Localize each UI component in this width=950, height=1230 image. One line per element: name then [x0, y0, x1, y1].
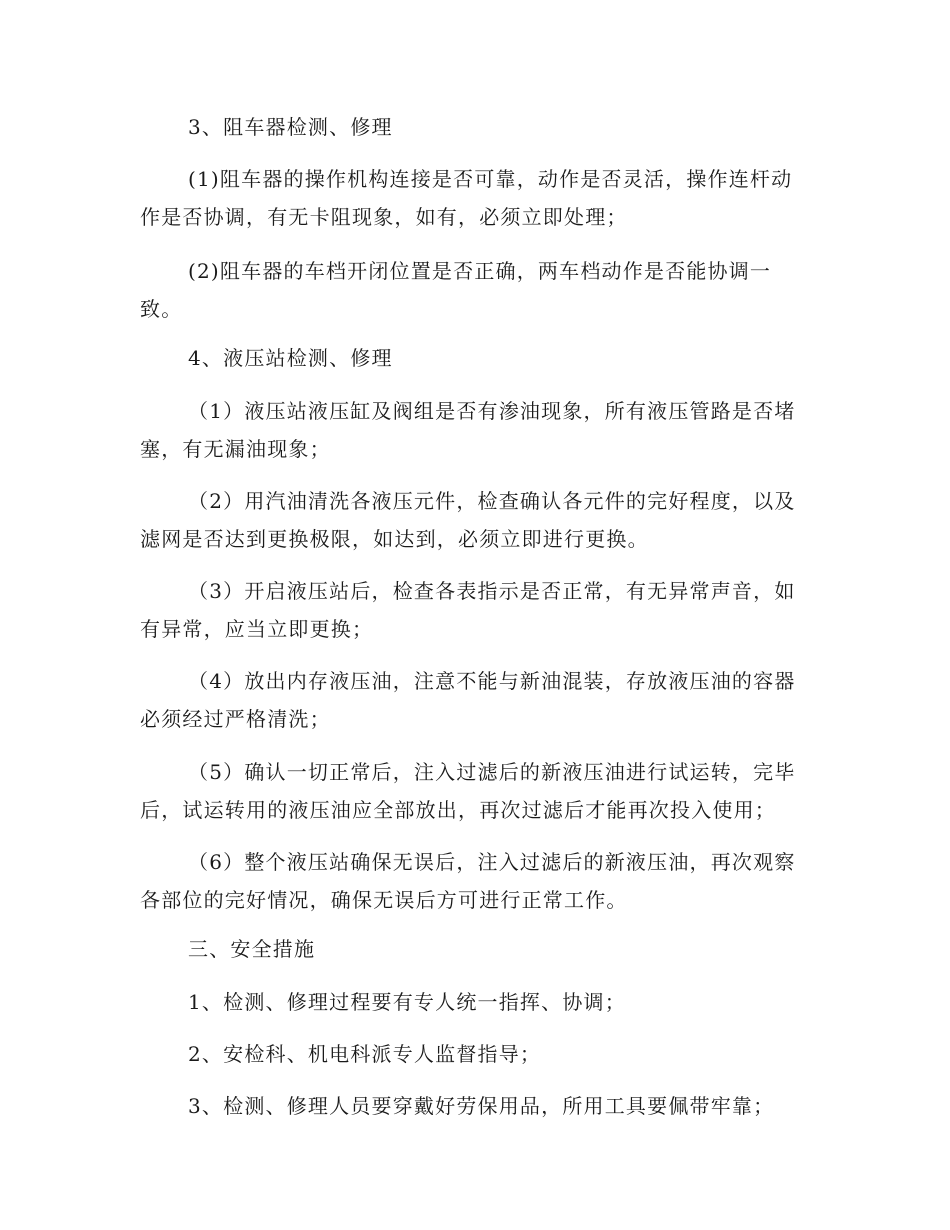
paragraph-hydraulic-item-5: （5）确认一切正常后，注入过滤后的新液压油进行试运转，完毕后，试运转用的液压油应全部放出，再次过滤后才能再次投入使用；	[140, 760, 796, 822]
paragraph-hydraulic-item-3: （3）开启液压站后，检查各表指示是否正常，有无异常声音，如有异常，应当立即更换；	[140, 579, 796, 641]
paragraph-hydraulic-item-1: （1）液压站液压缸及阀组是否有渗油现象，所有液压管路是否堵塞，有无漏油现象；	[140, 399, 796, 461]
section-heading-resistor-check: 3、阻车器检测、修理	[188, 115, 393, 139]
section-heading-hydraulic-station: 4、液压站检测、修理	[188, 346, 393, 370]
paragraph-hydraulic-item-4: （4）放出内存液压油，注意不能与新油混装，存放液压油的容器必须经过严格清洗；	[140, 669, 796, 731]
paragraph-resistor-gate-position: (2)阻车器的车档开闭位置是否正确，两车档动作是否能协调一致。	[140, 259, 772, 321]
safety-item-2: 2、安检科、机电科派专人监督指导；	[188, 1042, 542, 1066]
safety-item-3: 3、检测、修理人员要穿戴好劳保用品，所用工具要佩带牢靠；	[188, 1094, 775, 1118]
section-heading-safety-measures: 三、安全措施	[188, 937, 316, 961]
safety-item-1: 1、检测、修理过程要有专人统一指挥、协调；	[188, 990, 626, 1014]
paragraph-hydraulic-item-6: （6）整个液压站确保无误后，注入过滤后的新液压油，再次观察各部位的完好情况，确保无误后方可进行正常工作。	[140, 850, 796, 912]
paragraph-resistor-mechanism: (1)阻车器的操作机构连接是否可靠，动作是否灵活，操作连杆动作是否协调，有无卡阻现象，如有，必须立即处理；	[140, 167, 793, 229]
paragraph-hydraulic-item-2: （2）用汽油清洗各液压元件，检查确认各元件的完好程度，以及滤网是否达到更换极限，如达到，必须立即进行更换。	[140, 489, 796, 551]
